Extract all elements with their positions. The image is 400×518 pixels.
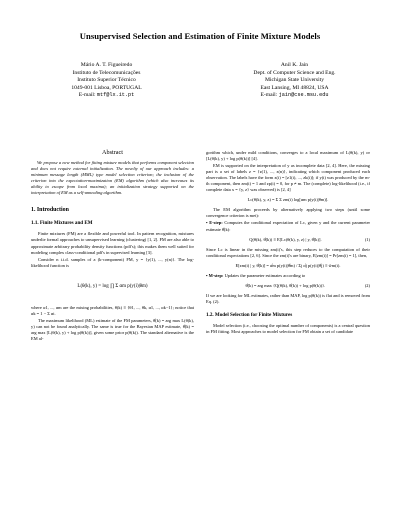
paragraph: gorithm which, under mild conditions, converges to a local maximum of L(θ(k), y) or [L(θ(k), y) + log p(θ(k))] [4]. <box>206 150 370 162</box>
equation-complete-loglikelihood: Lc(θ(k), y, z) = Σ Σ zm(i) log[αm p(y(i)|θm)]. <box>247 197 329 203</box>
paragraph: If we are looking for ML estimates, rather than MAP, log p(θ(k)) is flat and is removed from Eq. (2). <box>206 292 371 304</box>
author-affiliation: Dept. of Computer Science and Eng. <box>253 69 336 76</box>
subsection-heading: 1.2. Model Selection for Finite Mixtures <box>206 311 293 318</box>
author-email-line <box>24 92 189 100</box>
equation-number: (1) <box>364 236 370 242</box>
author-affiliation: Instituto de Telecomunicações <box>72 69 141 76</box>
equation-1 <box>206 237 370 243</box>
author-name: Anil K. Jain <box>280 62 309 68</box>
m-step-label: • M-step: <box>206 272 224 278</box>
paragraph: The EM algorithm proceeds by alternatively applying two steps (until some convergence criterion is met): <box>206 207 370 219</box>
author-name: Mário A. T. Figueiredo <box>80 62 133 68</box>
author-affiliation: Instituto Superior Técnico <box>77 77 136 84</box>
e-step-text: Computes the conditional expectation of Lc, given y and the current parameter estimate θ̂(k): <box>206 220 371 232</box>
paper-title: Unsupervised Selection and Estimation of Finite Mixture Models <box>79 31 321 41</box>
subsection-heading: 1.1. Finite Mixtures and EM <box>31 220 93 227</box>
author-email[interactable]: jain@cse.msu.edu <box>278 92 329 99</box>
author-affiliation: Michigan State University <box>264 77 325 84</box>
equation-text: θ̂(k) = arg max {Q(θ(k), θ̂(k)) + log p(θ(k))}. <box>245 282 326 288</box>
section-heading: 1. Introduction <box>31 207 69 214</box>
author-block-1 <box>24 62 189 100</box>
equation-text: Q(θ(k), θ̂(k)) ≡ E[Lc(θ(k), y, z) | y, θ̂(k)]. <box>249 236 322 242</box>
m-step-item <box>206 273 370 279</box>
paragraph: EM is supported on the interpretation of y as incomplete data [2, 4]. Here, the missing part is a set of labels z = {z(1), ..., z(n)}, indicating which component produced each observation. The labels have the form z(i) = [z1(i), ..., zk(i)]; if y(i) was produced by the m-th component, then zm(i) = 1 and zp(i) = 0, for p ≠ m. The (complete) log-likelihood (i.e., if complete data x = {y, z} was observed) is [2, 4] <box>206 163 370 193</box>
equation-loglikelihood <box>31 274 194 300</box>
author-block-2 <box>212 62 377 100</box>
equation-posterior: E[zm(i) | y, θ̂(k)] = α̂m p(y(i)|θ̂m) / Σj α̂j p(y(i)|θ̂j) ≡ ŵm(i). <box>235 262 341 268</box>
paragraph: where α1, ..., αm are the mixing probabilities, θ(k) ≡ {θ1, ..., θk, α1, ..., αk−1}; notice that αk = 1 − Σ αi. <box>31 304 194 316</box>
equation-number: (2) <box>364 282 370 288</box>
paragraph: Consider n i.i.d. samples of a (k-component) FM, y = {y(1), ..., y(n)}. The log-likelihood function is <box>31 256 194 268</box>
email-label: E-mail: <box>260 92 278 99</box>
abstract-text: We propose a new method for fitting mixture models that performs component selection and does not require external initialization. The novelty of our approach includes: a minimum message length (MML) type model selection criterion; the inclusion of the criterion into the expectation-maximization (EM) algorithm (which also increases its ability to escape from local maxima); an initialization strategy supported on the interpretation of EM as a self-annealing algorithm. <box>31 160 194 196</box>
author-email-line <box>212 92 377 100</box>
e-step-label: • E-step: <box>206 220 223 226</box>
paragraph: Model selection (i.e., choosing the optimal number of components) is a central question in FM fitting. Most approaches to model selection for FM obtain a set of candidate <box>206 322 370 335</box>
paragraph: Since Lc is linear in the missing zm(i)'s, this step reduces to the computation of their conditional expectations [2, 6]. Since the zm(i)'s are binary, E[zm(i)] = Pr[zm(i) = 1], then, <box>206 246 370 258</box>
paragraph: The maximum likelihood (ML) estimate of the FM parameters, θ̂(k) = arg max L(θ(k), y) can not be found analytically. The same is true for the Bayesian MAP estimate, θ̂(k) = arg max [L(θ(k), y) + log p(θ(k))], given some prior p(θ(k)). The standard alternative is the EM al- <box>31 317 194 341</box>
author-address: East Lansing, MI 48824, USA <box>260 84 329 91</box>
right-column <box>206 150 370 336</box>
author-email[interactable]: mtf@lx.it.pt <box>96 92 135 99</box>
equation-text: L(θ(k), y) = log ∏ Σ αm p(y(i)|θm) <box>77 283 148 289</box>
left-column <box>31 150 194 343</box>
abstract-heading: Abstract <box>102 149 123 156</box>
m-step-text: Updates the parameter estimates according to <box>224 272 306 278</box>
equation-2 <box>206 283 370 289</box>
e-step-item <box>206 220 370 232</box>
email-label: E-mail: <box>78 92 96 99</box>
paragraph: Finite mixtures (FM) are a flexible and powerful tool. In pattern recognition, mixtures underlie formal approaches to unsupervised learning (clustering) [1, 2]. FM are also able to approximate arbitrary probability density functions (pdf's); this makes them well suited for modeling complex class-conditional pdf's in supervised learning [3]. <box>31 231 194 255</box>
author-address: 1049-001 Lisboa, PORTUGAL <box>71 84 142 91</box>
